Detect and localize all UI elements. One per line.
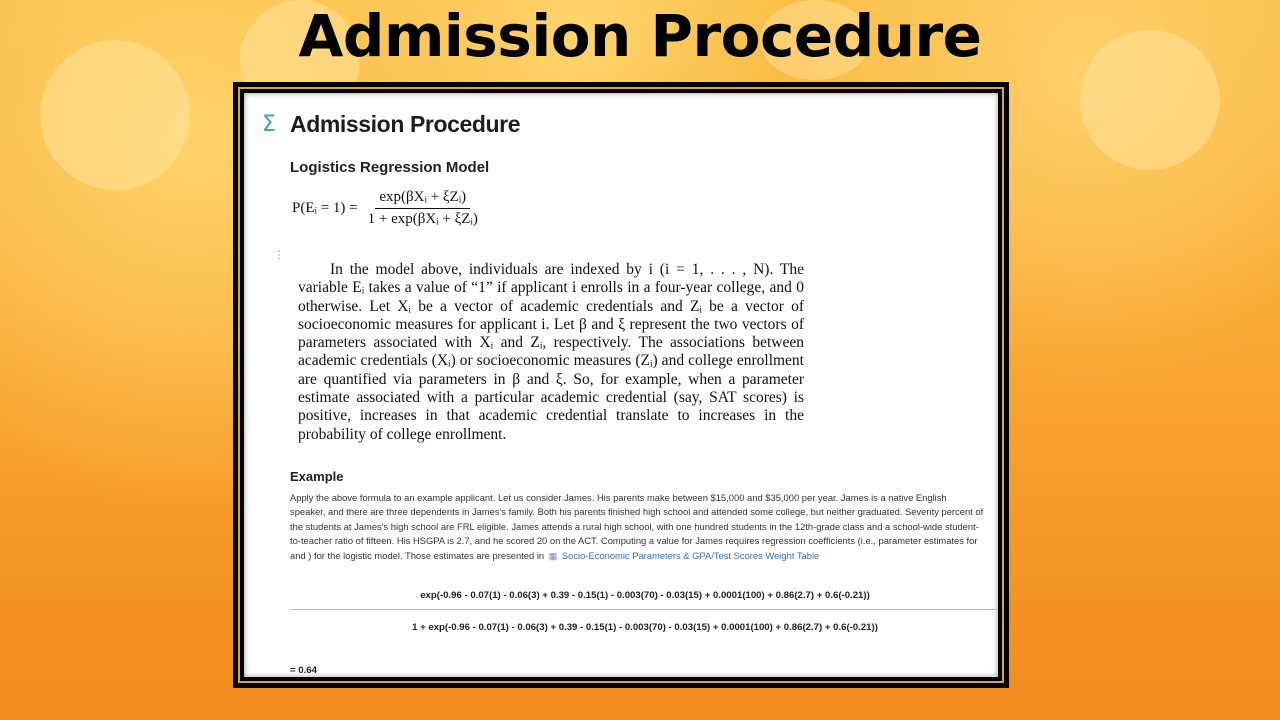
formula-numerator: exp(βXᵢ + ξZᵢ) xyxy=(375,189,470,209)
block-menu-icon[interactable]: ⋮ xyxy=(274,250,284,261)
calculation-denominator: 1 + exp(-0.96 - 0.07(1) - 0.06(3) + 0.39 - 0.15(1) - 0.003(70) - 0.03(15) + 0.0001(100) + 0.86(2.7) + 0.6(-0.21)) xyxy=(412,622,878,633)
sigma-icon: Σ xyxy=(262,112,276,137)
section-heading-model: Logistics Regression Model xyxy=(290,159,490,176)
model-description-paragraph: In the model above, individuals are indexed by i (i = 1, . . . , N). The variable Eᵢ takes a value of “1” if applicant i enrolls in a four-year college, and 0 otherwise. Let Xᵢ be a vector of academic credentials and Zᵢ be a vector of socioeconomic measures for applicant i. Let β and ξ represent the two vectors of parameters associated with Xᵢ and Zᵢ, respectively. The associations between academic credentials (Xᵢ) or socioeconomic measures (Zᵢ) and college enrollment are quantified via parameters in β and ξ. So, for example, when a parameter estimate associated with a particular academic credential (say, SAT scores) is positive, increases in that academic credential translate to increases in the probability of college enrollment. xyxy=(298,261,804,443)
slide-title: Admission Procedure xyxy=(298,2,982,70)
document-frame xyxy=(233,82,1009,688)
formula-lhs: P(Eᵢ = 1) = xyxy=(292,200,358,216)
example-text: Apply the above formula to an example applicant. Let us consider James. His parents make between $15,000 and $35,000 per year. James is a native English speaker, and there are three dependents in James's family. Both his parents finished high school and attended some college, but neither graduated. Seventy percent of the students at James's high school are FRL eligible. James attends a rural high school, with one hundred students in the 12th-grade class and a school-wide student-to-teacher ratio of fifteen. His HSGPA is 2.7, and he scored 20 on the ACT. Computing a value for James requires regression coefficients (i.e., parameter estimates for and ) for the logistic model. Those estimates are presented in xyxy=(290,492,984,561)
formula-fraction xyxy=(364,189,482,228)
formula-denominator: 1 + exp(βXᵢ + ξZᵢ) xyxy=(367,211,478,227)
table-icon: ▦ xyxy=(548,550,558,561)
document-screenshot xyxy=(244,93,998,677)
logistic-formula xyxy=(292,189,482,228)
document-title: Admission Procedure xyxy=(290,111,521,137)
calculation-result: = 0.64 xyxy=(290,665,317,676)
example-paragraph xyxy=(290,491,984,563)
section-heading-example: Example xyxy=(290,469,344,484)
calculation-numerator: exp(-0.96 - 0.07(1) - 0.06(3) + 0.39 - 0.15(1) - 0.003(70) - 0.03(15) + 0.0001(100) + 0.86(2.7) + 0.6(-0.21)) xyxy=(420,590,870,601)
weight-table-link[interactable]: Socio-Economic Parameters & GPA/Test Scores Weight Table xyxy=(561,549,820,561)
fraction-divider xyxy=(290,609,998,610)
